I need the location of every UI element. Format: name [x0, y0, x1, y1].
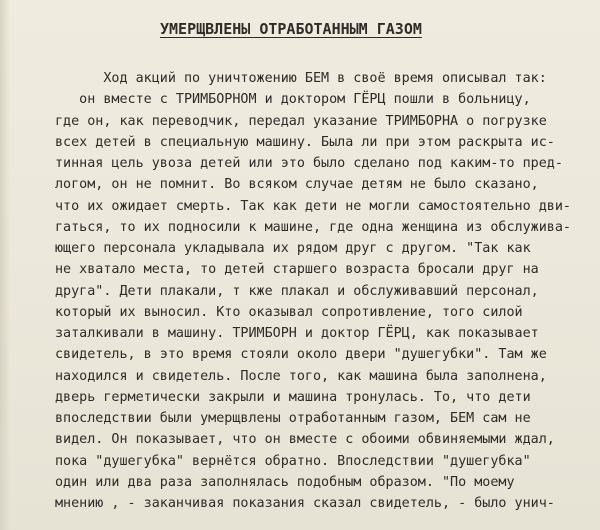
document-title: УМЕРЩВЛЕНЫ ОТРАБОТАННЫМ ГАЗОМ: [160, 20, 422, 38]
text-line: логом, он не помнит. Во всяком случае детям не было сказано,: [55, 177, 539, 193]
text-line: где он, как переводчик, передал указание ТРИМБОРНА о погрузке: [55, 113, 547, 129]
document-body: [55, 68, 600, 514]
text-line: свидетель, в это время стояли около двери "душегубки". Там же: [55, 347, 547, 363]
text-line: что их ожидает смерть. Так как дети не могли самостоятельно дви-: [55, 198, 571, 214]
text-line: впоследствии были умерщвлены отработанным газом, БЕМ сам не: [55, 411, 531, 426]
text-line: он вместе с ТРИМБОРНОМ и доктором ГЁРЦ пошли в больницу,: [55, 92, 531, 108]
text-line: дверь герметически закрыли и машина тронулась. То, что дети: [55, 389, 531, 405]
text-line: пока "душегубка" вернётся обратно. Впоследствии "душегубка": [55, 453, 531, 469]
text-line: заталкивали в машину. ТРИМБОРН и доктор ГЁРЦ, как показывает: [55, 326, 539, 341]
text-line: всех детей в специальную машину. Была ли при этом раскрыта ис-: [55, 134, 555, 150]
text-line: который их выносил. Кто оказывал сопротивление, того силой: [55, 304, 523, 320]
text-line: один или два раза заполнялась подобным образом. "По моему: [55, 474, 515, 490]
text-line: ющего персонала укладывала их рядом друг с другом. "Так как: [55, 241, 531, 256]
text-line: не хватало места, то детей старшего возраста бросали друг на: [55, 262, 539, 278]
text-line: Ход акций по уничтожению БЕМ в своё время описывал так:: [55, 71, 547, 86]
text-line: мнению , - заканчивая показания сказал свидетель, - было унич-: [55, 496, 555, 511]
text-line: видел. Он показывает, что он вместе с обоими обвиняемыми ждал,: [55, 432, 555, 448]
text-line: тинная цель увоза детей или это было сделано под каким-то пред-: [55, 156, 563, 171]
text-line: гаться, то их подносили к машине, где одна женщина из обслужива-: [55, 219, 571, 235]
text-line: друга". Дети плакали, т кже плакал и обслуживавший персонал,: [55, 283, 539, 299]
text-line: находился и свидетель. После того, как машина была заполнена,: [55, 368, 547, 384]
